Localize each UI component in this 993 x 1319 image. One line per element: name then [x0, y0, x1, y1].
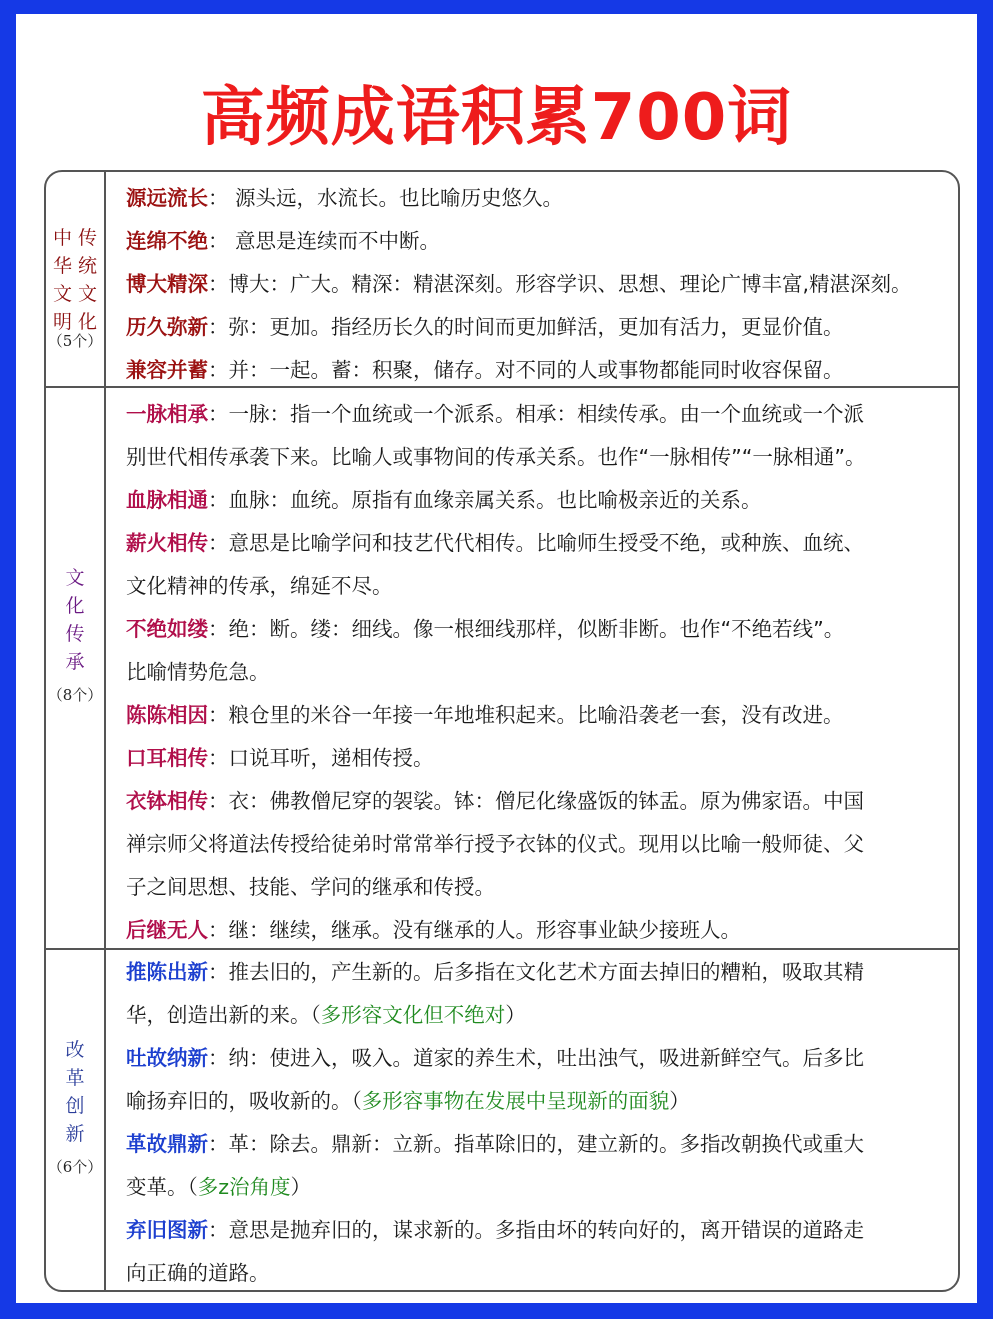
idiom-sep: ： [208, 789, 229, 813]
idiom-definition: 粮仓里的米谷一年接一年地堆积起来。比喻沿袭老一套，没有改进。 [228, 703, 844, 727]
idiom-definition: 源头远，水流长。也比喻历史悠久。 [235, 186, 564, 210]
idiom-definition-continued: 向正确的道路。 [126, 1261, 270, 1285]
category-count: （5个） [47, 332, 103, 350]
idiom-entry [126, 958, 864, 986]
category-label [46, 224, 104, 336]
idiom-entry [126, 356, 844, 384]
section-chinese-civilization [46, 172, 958, 388]
idiom-definition-continued: 文化精神的传承，绵延不尽。 [126, 574, 393, 598]
idiom-sep: ： [208, 358, 229, 382]
idiom-definition-continued [126, 1087, 690, 1115]
idiom-sep: ： [208, 1132, 229, 1156]
idiom-definition-continued: 禅宗师父将道法传授给徒弟时常常举行授予衣钵的仪式。现用以比喻一般师徒、父 [126, 832, 864, 856]
category-char: 化 [65, 595, 85, 617]
idiom-definition: 意思是连续而不中断。 [235, 229, 441, 253]
idiom-entry [126, 529, 864, 557]
idiom-term: 博大精深 [126, 272, 208, 296]
page-title: 高频成语积累700词 [200, 81, 793, 155]
idiom-definition-continued [126, 1001, 526, 1029]
idiom-term: 革故鼎新 [126, 1132, 208, 1156]
idiom-definition-text: 华，创造出新的来。（ [126, 1003, 321, 1027]
idiom-sep: ： [208, 1218, 229, 1242]
category-label [46, 1036, 104, 1148]
idiom-entry [126, 270, 912, 298]
idiom-term: 衣钵相传 [126, 789, 208, 813]
category-count: （6个） [47, 1158, 103, 1176]
idiom-definition: 意思是比喻学问和技艺代代相传。比喻师生授受不绝，或种族、血统、 [228, 531, 864, 555]
idiom-definition-continued: 子之间思想、技能、学问的继承和传授。 [126, 875, 495, 899]
idiom-definition-text: 变革。（ [126, 1175, 198, 1199]
idiom-term: 陈陈相因 [126, 703, 208, 727]
idiom-sep: ： [208, 617, 229, 641]
idiom-definition: 并：一起。蓄：积聚，储存。对不同的人或事物都能同时收容保留。 [228, 358, 844, 382]
usage-note: 多形容事物在发展中呈现新的面貌 [361, 1089, 670, 1113]
idiom-sep: ： [208, 186, 229, 210]
idiom-entry [126, 400, 864, 428]
idiom-sep: ： [208, 960, 229, 984]
usage-note-close: ） [290, 1175, 312, 1199]
idiom-sep: ： [208, 531, 229, 555]
idiom-definition: 博大：广大。精深：精湛深刻。形容学识、思想、理论广博丰富,精湛深刻。 [228, 272, 912, 296]
category-char: 文 [78, 283, 98, 305]
idiom-term: 后继无人 [126, 918, 208, 942]
idiom-table [44, 170, 960, 1292]
idiom-entry [126, 313, 844, 341]
idiom-term: 一脉相承 [126, 402, 208, 426]
idiom-definition: 纳：使进入，吸入。道家的养生术，吐出浊气，吸进新鲜空气。后多比 [228, 1046, 864, 1070]
usage-note: 多z治角度 [197, 1175, 291, 1199]
category-column-1 [53, 224, 72, 336]
category-char: 文 [65, 567, 85, 589]
category-char: 传 [78, 227, 98, 249]
category-char: 中 [52, 227, 72, 249]
idiom-definition: 口说耳听，递相传授。 [228, 746, 434, 770]
idiom-definition: 弥：更加。指经历长久的时间而更加鲜活，更加有活力，更显价值。 [228, 315, 844, 339]
idiom-sep: ： [208, 918, 229, 942]
idiom-entry [126, 787, 864, 815]
idiom-term: 弃旧图新 [126, 1218, 208, 1242]
category-char: 创 [65, 1095, 85, 1117]
category-cell [46, 388, 106, 948]
category-column-2 [78, 224, 97, 336]
category-char: 传 [65, 623, 85, 645]
idiom-term: 源远流长 [126, 186, 208, 210]
category-char: 华 [52, 255, 72, 277]
idiom-entry [126, 1044, 864, 1072]
category-label [46, 564, 104, 676]
usage-note-close: ） [505, 1003, 526, 1027]
category-char: 新 [65, 1123, 85, 1145]
idiom-sep: ： [208, 1046, 229, 1070]
idiom-definition-continued: 比喻情势危急。 [126, 660, 270, 684]
idiom-entry [126, 744, 434, 772]
idiom-definition: 衣：佛教僧尼穿的袈裟。钵：僧尼化缘盛饭的钵盂。原为佛家语。中国 [228, 789, 864, 813]
idiom-sep: ： [208, 488, 229, 512]
idiom-definition: 绝：断。缕：细线。像一根细线那样，似断非断。也作“不绝若线”。 [228, 617, 845, 641]
usage-note: 多形容文化但不绝对 [320, 1003, 506, 1027]
idiom-definition-continued [126, 1173, 311, 1201]
idiom-term: 历久弥新 [126, 315, 208, 339]
usage-note-close: ） [669, 1089, 690, 1113]
idiom-term: 兼容并蓄 [126, 358, 208, 382]
category-char: 改 [65, 1039, 85, 1061]
section-cultural-inheritance [46, 388, 958, 950]
idiom-definition: 意思是抛弃旧的，谋求新的。多指由坏的转向好的，离开错误的道路走 [228, 1218, 864, 1242]
idiom-sep: ： [208, 229, 229, 253]
idiom-entry [126, 615, 844, 643]
idiom-sep: ： [208, 315, 229, 339]
idiom-sep: ： [208, 402, 229, 426]
idiom-sep: ： [208, 746, 229, 770]
idiom-definition: 继：继续，继承。没有继承的人。形容事业缺少接班人。 [228, 918, 741, 942]
idiom-definition-text: 喻扬弃旧的，吸收新的。（ [126, 1089, 362, 1113]
idiom-definition: 血脉：血统。原指有血缘亲属关系。也比喻极亲近的关系。 [228, 488, 762, 512]
idiom-term: 连绵不绝 [126, 229, 208, 253]
idiom-term: 推陈出新 [126, 960, 208, 984]
idiom-term: 吐故纳新 [126, 1046, 208, 1070]
category-char: 明 [52, 311, 72, 333]
idiom-term: 口耳相传 [126, 746, 208, 770]
category-char: 统 [78, 255, 98, 277]
idiom-entry [126, 1216, 864, 1244]
idiom-entry [126, 701, 844, 729]
idiom-term: 血脉相通 [126, 488, 208, 512]
idiom-entry [126, 486, 762, 514]
idiom-entry [126, 916, 741, 944]
category-cell [46, 172, 106, 386]
category-char: 革 [65, 1067, 85, 1089]
idiom-sep: ： [208, 272, 229, 296]
idiom-entry [126, 227, 440, 255]
category-count: （8个） [47, 686, 103, 704]
idiom-definition: 革：除去。鼎新：立新。指革除旧的，建立新的。多指改朝换代或重大 [228, 1132, 864, 1156]
section-reform-innovation [46, 950, 958, 1292]
idiom-sep: ： [208, 703, 229, 727]
idiom-definition-continued: 别世代相传承袭下来。比喻人或事物间的传承关系。也作“一脉相传”“一脉相通”。 [126, 445, 866, 469]
category-char: 文 [52, 283, 72, 305]
idiom-entry [126, 1130, 864, 1158]
category-char: 承 [65, 651, 85, 673]
idiom-definition: 推去旧的，产生新的。后多指在文化艺术方面去掉旧的糟粕，吸取其精 [228, 960, 864, 984]
idiom-term: 不绝如缕 [126, 617, 208, 641]
idiom-definition: 一脉：指一个血统或一个派系。相承：相续传承。由一个血统或一个派 [228, 402, 864, 426]
category-cell [46, 950, 106, 1292]
idiom-entry [126, 184, 563, 212]
idiom-term: 薪火相传 [126, 531, 208, 555]
category-char: 化 [78, 311, 98, 333]
